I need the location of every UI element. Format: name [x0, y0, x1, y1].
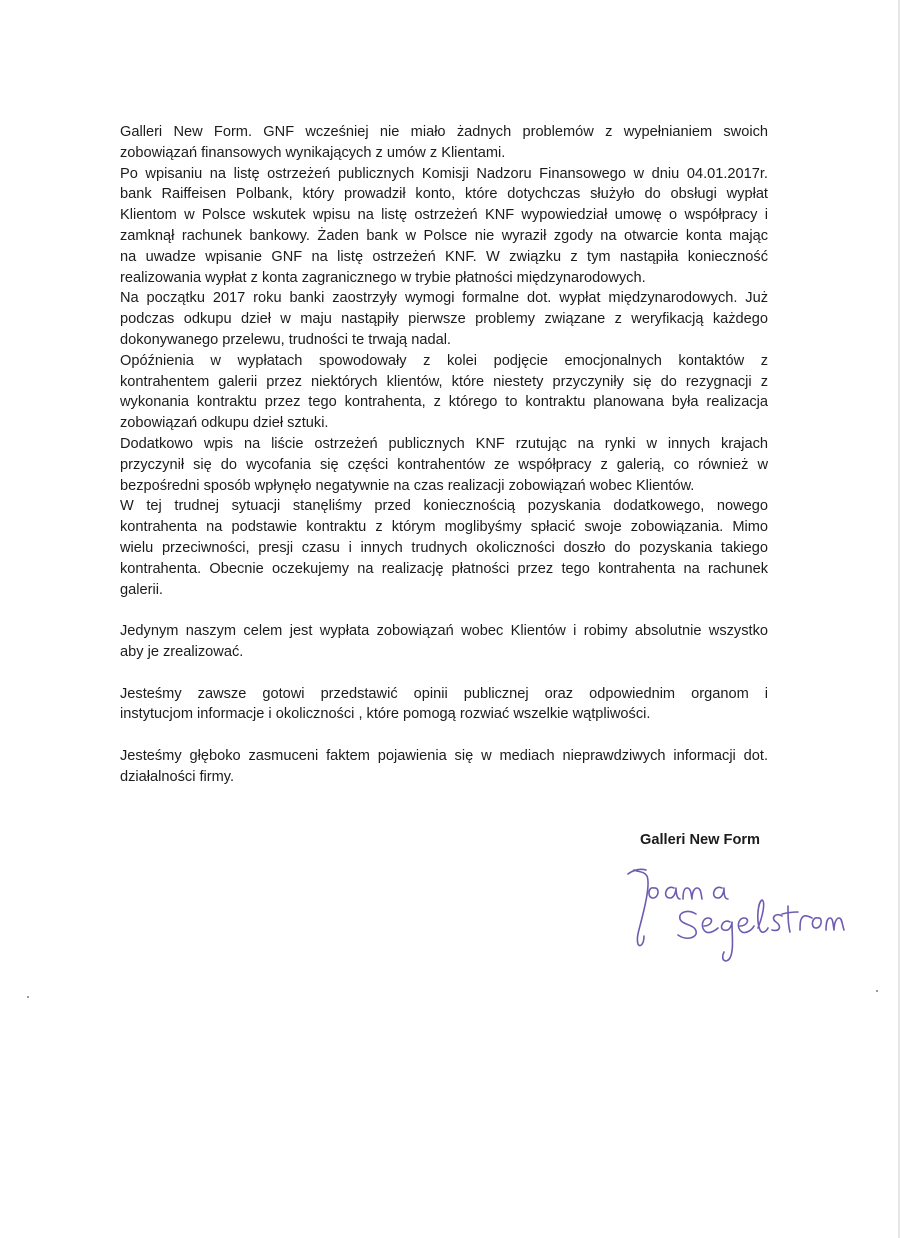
letter-line: kontrahenta. Obecnie oczekujemy na realizację płatności przez tego kontrahenta na rachunek: [120, 560, 768, 577]
letter-line: kontrahentem galerii przez niektórych klientów, które niestety przyczyniły się do rezygnacji z: [120, 373, 768, 390]
letter-line: dokonywanego przelewu, trudności te trwają nadal.: [120, 331, 451, 348]
letter-line: zamknął rachunek bankowy. Żaden bank w Polsce nie wyraził zgody na otwarcie konta mając: [120, 227, 768, 244]
letter-line: Jedynym naszym celem jest wypłata zobowiązań wobec Klientów i robimy absolutnie wszystko: [120, 623, 768, 640]
letter-line: Na początku 2017 roku banki zaostrzyły wymogi formalne dot. wypłat międzynarodowych. Już: [120, 290, 768, 307]
letter-line: Jesteśmy głęboko zasmuceni faktem pojawienia się w mediach nieprawdziwych informacji dot.: [120, 747, 768, 764]
letter-line: na uwadze wpisanie GNF na listę ostrzeżeń KNF. W związku z tym nastąpiła konieczność: [120, 248, 768, 265]
letter-line: Galleri New Form. GNF wcześniej nie miało żadnych problemów z wypełnianiem swoich: [120, 124, 768, 140]
letter-line: Jesteśmy zawsze gotowi przedstawić opinii publicznej oraz odpowiednim organom i: [120, 685, 768, 702]
letter-line: zobowiązań finansowych wynikających z umów z Klientami.: [120, 144, 506, 161]
letter-line: galerii.: [120, 581, 163, 598]
letter-line: realizowania wypłat z konta zagranicznego w trybie płatności międzynarodowych.: [120, 269, 646, 286]
letter-line: Klientom w Polsce wskutek wpisu na listę ostrzeżeń KNF wypowiedział umowę o współpracy i: [120, 207, 768, 224]
paragraph-gap: [120, 725, 768, 746]
letter-line: aby je zrealizować.: [120, 643, 244, 660]
paragraph-gap: [120, 600, 768, 621]
letter-line: wielu przeciwności, presji czasu i innych trudnych okoliczności doszło do pozyskania takiego: [120, 539, 768, 556]
letter-line: W tej trudnej sytuacji stanęliśmy przed koniecznością pozyskania dodatkowego, nowego: [120, 498, 768, 515]
letter-line: Po wpisaniu na listę ostrzeżeń publicznych Komisji Nadzoru Finansowego w dniu 04.01.2017r.: [120, 165, 768, 182]
letter-line: bezpośredni sposób wpłynęło negatywnie na czas realizacji zobowiązań wobec Klientów.: [120, 477, 695, 494]
letter-line: działalności firmy.: [120, 768, 235, 785]
letter-line: Dodatkowo wpis na liście ostrzeżeń publicznych KNF rzutując na rynki w innych krajach: [120, 435, 768, 452]
letter-line: zobowiązań odkupu dzieł sztuki.: [120, 415, 329, 432]
scan-speck: [27, 996, 29, 998]
letter-line: wykonania kontraktu przez tego kontrahenta, z którego to kontraktu planowana była realizacja: [120, 394, 768, 411]
handwritten-signature: [620, 862, 850, 972]
letter-line: przyczynił się do wycofania się części kontrahentów ze współpracy z galerią, co również w: [120, 456, 768, 473]
signatory-name: Galleri New Form: [640, 832, 761, 848]
letter-line: Opóźnienia w wypłatach spowodowały z kolei podjęcie emocjonalnych kontaktów z: [120, 352, 768, 369]
scan-speck: [876, 990, 878, 992]
letter-line: podczas odkupu dzieł w maju nastąpiły pierwsze problemy związane z weryfikacją każdego: [120, 311, 768, 328]
letter-line: kontrahenta na podstawie kontraktu z którym moglibyśmy spłacić swoje zobowiązania. Mimo: [120, 519, 768, 536]
paragraph-gap: [120, 663, 768, 684]
letter-body: [120, 122, 768, 788]
letter-line: instytucjom informacje i okoliczności , które pomogą rozwiać wszelkie wątpliwości.: [120, 706, 651, 723]
letter-line: bank Raiffeisen Polbank, który prowadził konto, które dotychczas służyło do obsługi wypłat: [120, 186, 768, 203]
